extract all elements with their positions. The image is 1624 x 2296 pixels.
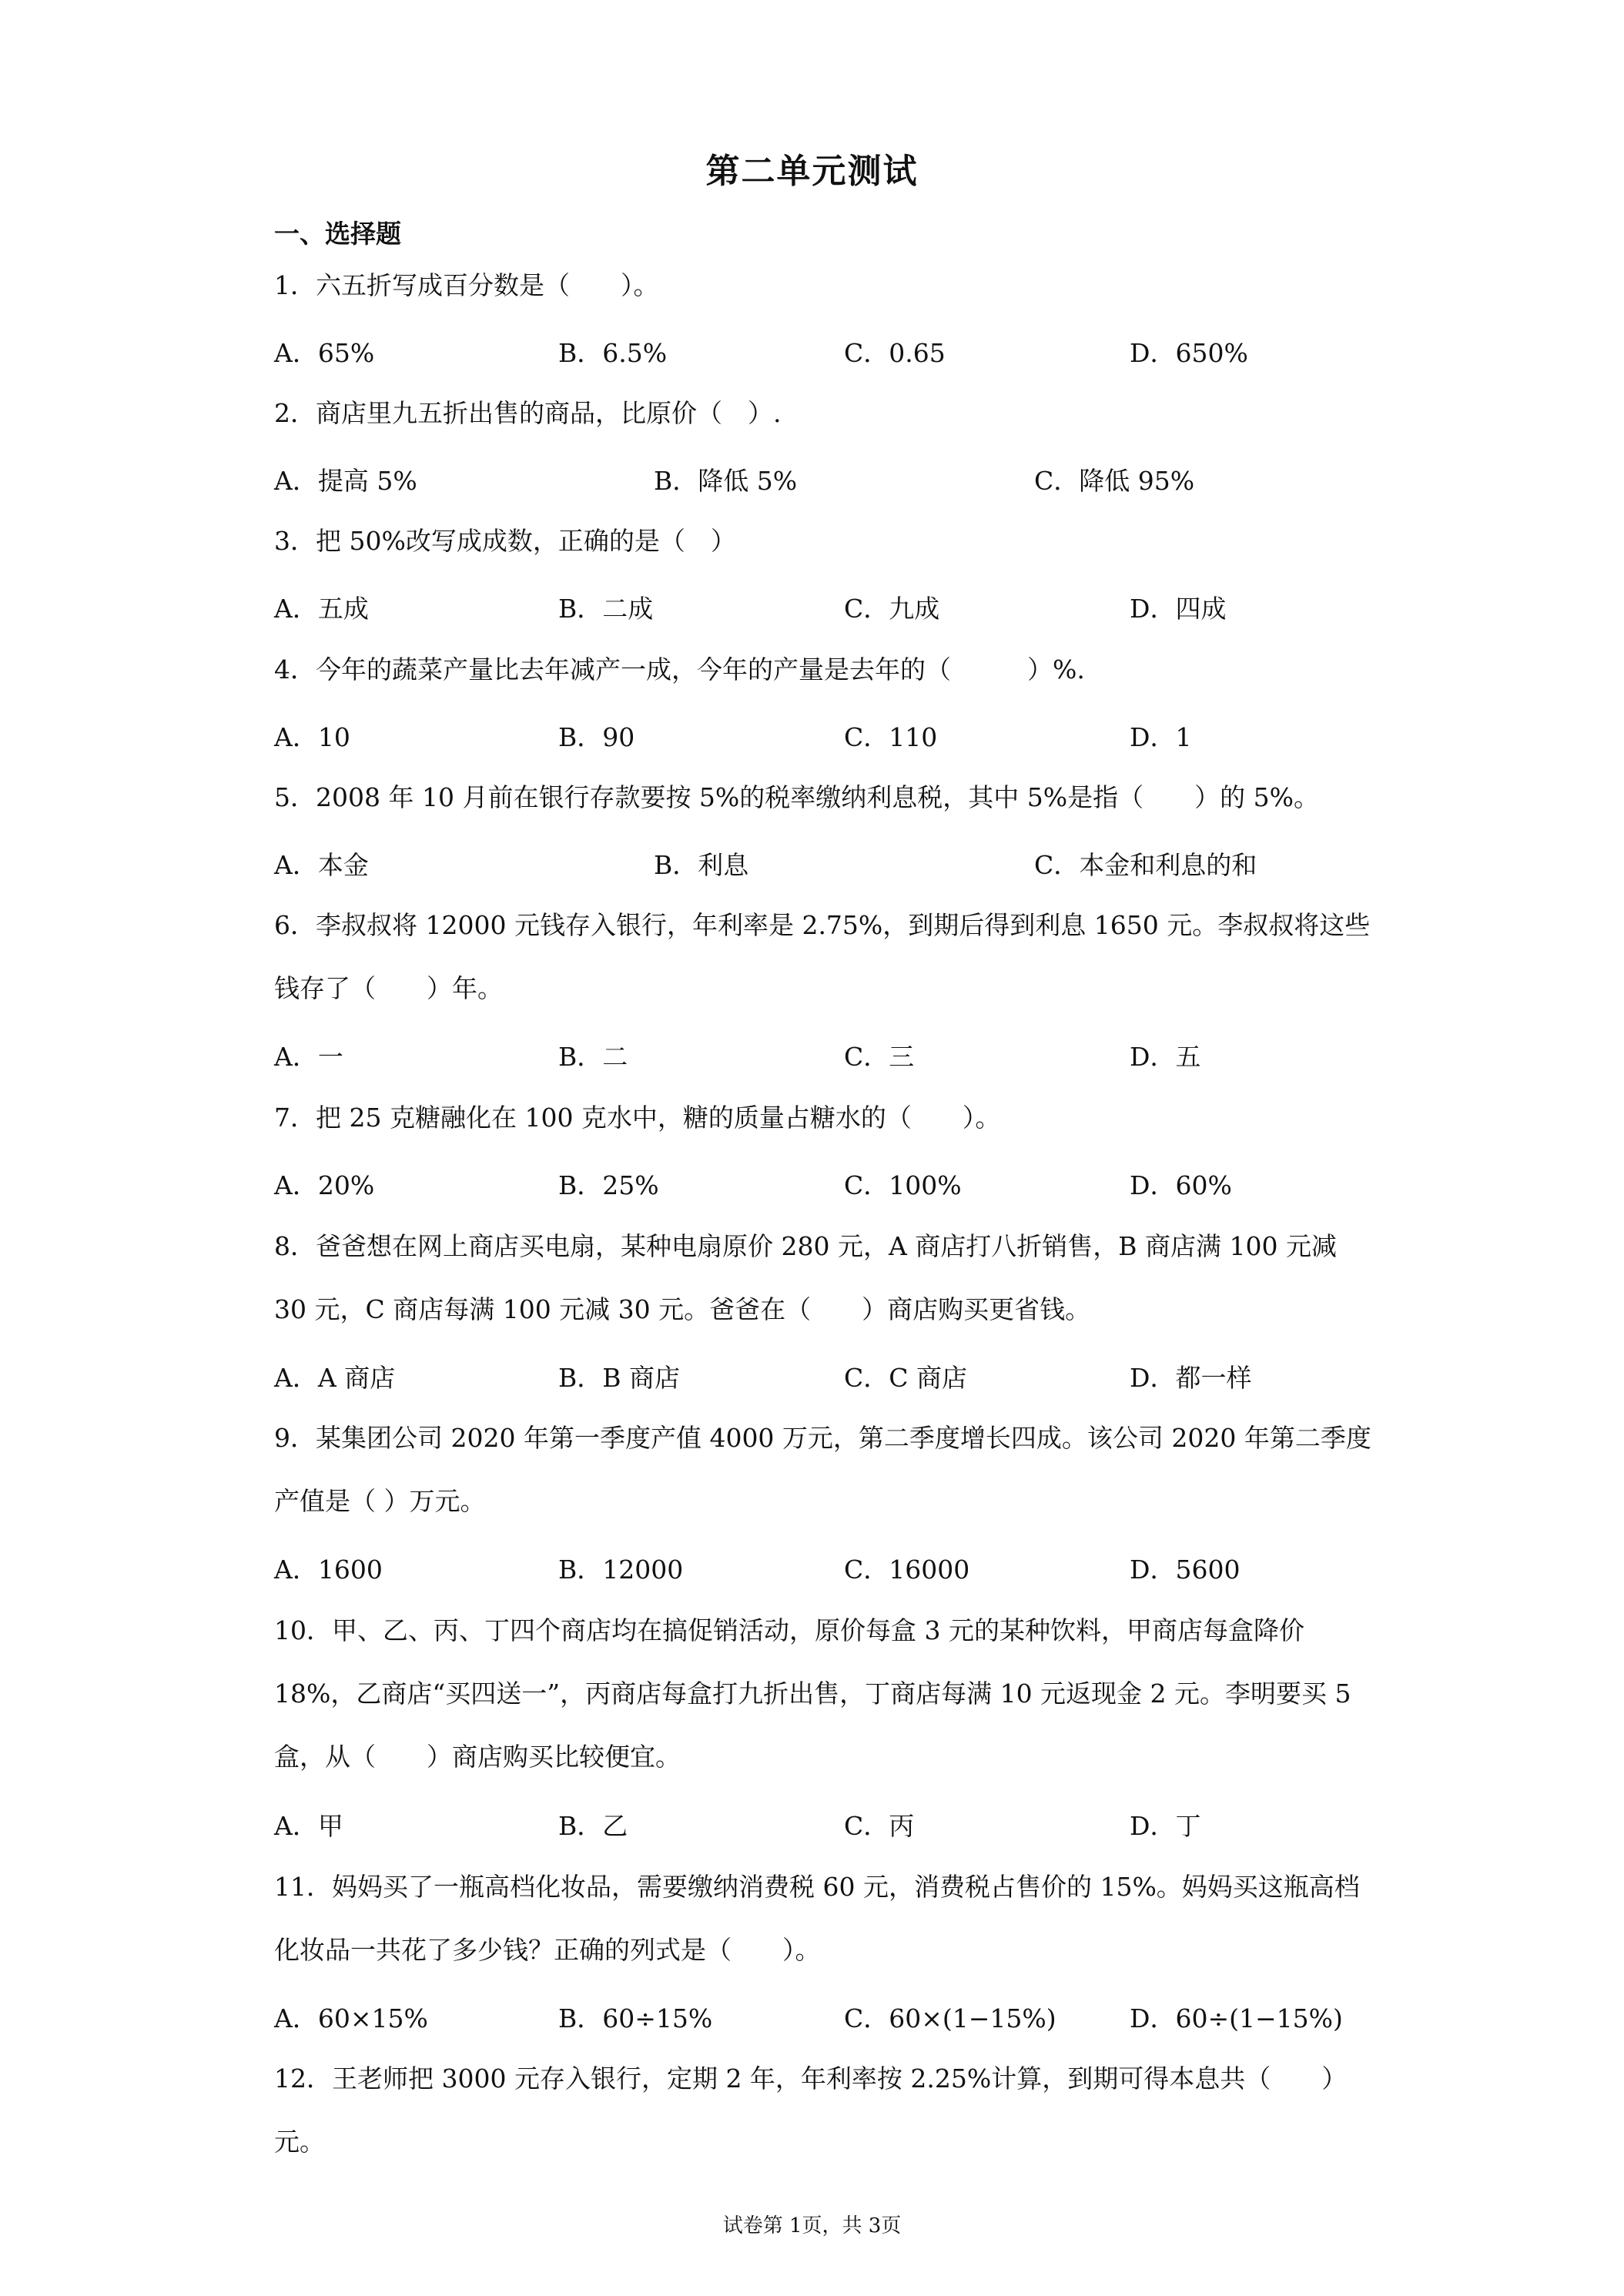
option-d: D．都一样	[1130, 1363, 1252, 1393]
option-b: B．12000	[558, 1555, 684, 1585]
question-12: 12．王老师把 3000 元存入银行，定期 2 年，年利率按 2.25%计算，到期可得本息共（ ）元。	[274, 2063, 1348, 2157]
question-5: 5．2008 年 10 月前在银行存款要按 5%的税率缴纳利息税，其中 5%是指（ ）的 5%。	[274, 782, 1319, 812]
option-c: C．本金和利息的和	[1034, 850, 1257, 880]
option-d: D．1	[1130, 722, 1192, 752]
option-c: C．110	[844, 722, 938, 752]
option-d: D．四成	[1130, 594, 1227, 624]
option-b: B．60÷15%	[558, 2003, 713, 2033]
options-1	[274, 333, 1375, 372]
option-b: B．二成	[558, 594, 654, 624]
option-b: B．6.5%	[558, 338, 668, 368]
options-8	[274, 1358, 1375, 1397]
options-3	[274, 589, 1375, 628]
option-c: C．0.65	[844, 338, 946, 368]
option-c: C．九成	[844, 594, 940, 624]
option-a: A．一	[274, 1042, 343, 1072]
question-1: 1．六五折写成百分数是（ ）。	[274, 270, 659, 300]
option-c: C．丙	[844, 1811, 915, 1841]
question-10: 10．甲、乙、丙、丁四个商店均在搞促销活动，原价每盒 3 元的某种饮料，甲商店每盒降价 18%，乙商店“买四送一”，丙商店每盒打九折出售，丁商店每满 10 元返现金 2 元。李明要买 5 盒，从（ ）商店购买比较便宜。	[274, 1615, 1351, 1772]
question-8: 8．爸爸想在网上商店买电扇，某种电扇原价 280 元，A 商店打八折销售，B 商店满 100 元减 30 元，C 商店每满 100 元减 30 元。爸爸在（ ）商店购买更省钱。	[274, 1231, 1337, 1324]
question-6: 6．李叔叔将 12000 元钱存入银行，年利率是 2.75%，到期后得到利息 1650 元。李叔叔将这些钱存了（ ）年。	[274, 910, 1371, 1003]
option-d: D．60÷(1−15%)	[1130, 2003, 1343, 2033]
option-a: A．60×15%	[274, 2003, 428, 2033]
options-7	[274, 1166, 1375, 1204]
option-c: C．16000	[844, 1555, 970, 1585]
options-2	[274, 461, 1375, 500]
option-a: A．A 商店	[274, 1363, 396, 1393]
page-title: 第二单元测试	[705, 152, 919, 191]
option-c: C．100%	[844, 1170, 962, 1200]
option-b: B．二	[558, 1042, 628, 1072]
option-b: B．降低 5%	[654, 466, 798, 496]
question-11: 11．妈妈买了一瓶高档化妆品，需要缴纳消费税 60 元，消费税占售价的 15%。妈妈买这瓶高档化妆品一共花了多少钱？正确的列式是（ ）。	[274, 1872, 1360, 1965]
option-a: A．提高 5%	[274, 466, 417, 496]
option-a: A．65%	[274, 338, 375, 368]
option-b: B．利息	[654, 850, 749, 880]
option-a: A．10	[274, 722, 350, 752]
question-2: 2．商店里九五折出售的商品，比原价（ ）.	[274, 398, 782, 428]
option-c: C．三	[844, 1042, 915, 1072]
question-4: 4．今年的蔬菜产量比去年减产一成，今年的产量是去年的（ ）%.	[274, 654, 1085, 684]
options-11	[274, 1999, 1375, 2037]
option-a: A．五成	[274, 594, 369, 624]
question-7: 7．把 25 克糖融化在 100 克水中，糖的质量占糖水的（ ）。	[274, 1103, 1001, 1133]
option-b: B．B 商店	[558, 1363, 680, 1393]
option-b: B．乙	[558, 1811, 628, 1841]
option-a: A．甲	[274, 1811, 343, 1841]
option-d: D．丁	[1130, 1811, 1201, 1841]
question-3: 3．把 50%改写成成数，正确的是（ ）	[274, 526, 736, 556]
options-6	[274, 1037, 1375, 1076]
options-9	[274, 1550, 1375, 1588]
option-a: A．20%	[274, 1170, 375, 1200]
options-4	[274, 718, 1375, 756]
option-d: D．650%	[1130, 338, 1248, 368]
option-c: C．C 商店	[844, 1363, 967, 1393]
option-a: A．本金	[274, 850, 369, 880]
option-a: A．1600	[274, 1555, 383, 1585]
option-b: B．25%	[558, 1170, 659, 1200]
option-d: D．60%	[1130, 1170, 1232, 1200]
section-heading: 一、选择题	[274, 219, 401, 249]
option-d: D．五	[1130, 1042, 1201, 1072]
options-5	[274, 845, 1375, 884]
option-c: C．降低 95%	[1034, 466, 1195, 496]
option-b: B．90	[558, 722, 635, 752]
page-footer: 试卷第 1页，共 3页	[722, 2214, 902, 2237]
question-9: 9．某集团公司 2020 年第一季度产值 4000 万元，第二季度增长四成。该公司 2020 年第二季度产值是（ ）万元。	[274, 1423, 1371, 1516]
options-10	[274, 1806, 1375, 1845]
option-d: D．5600	[1130, 1555, 1241, 1585]
option-c: C．60×(1−15%)	[844, 2003, 1056, 2033]
